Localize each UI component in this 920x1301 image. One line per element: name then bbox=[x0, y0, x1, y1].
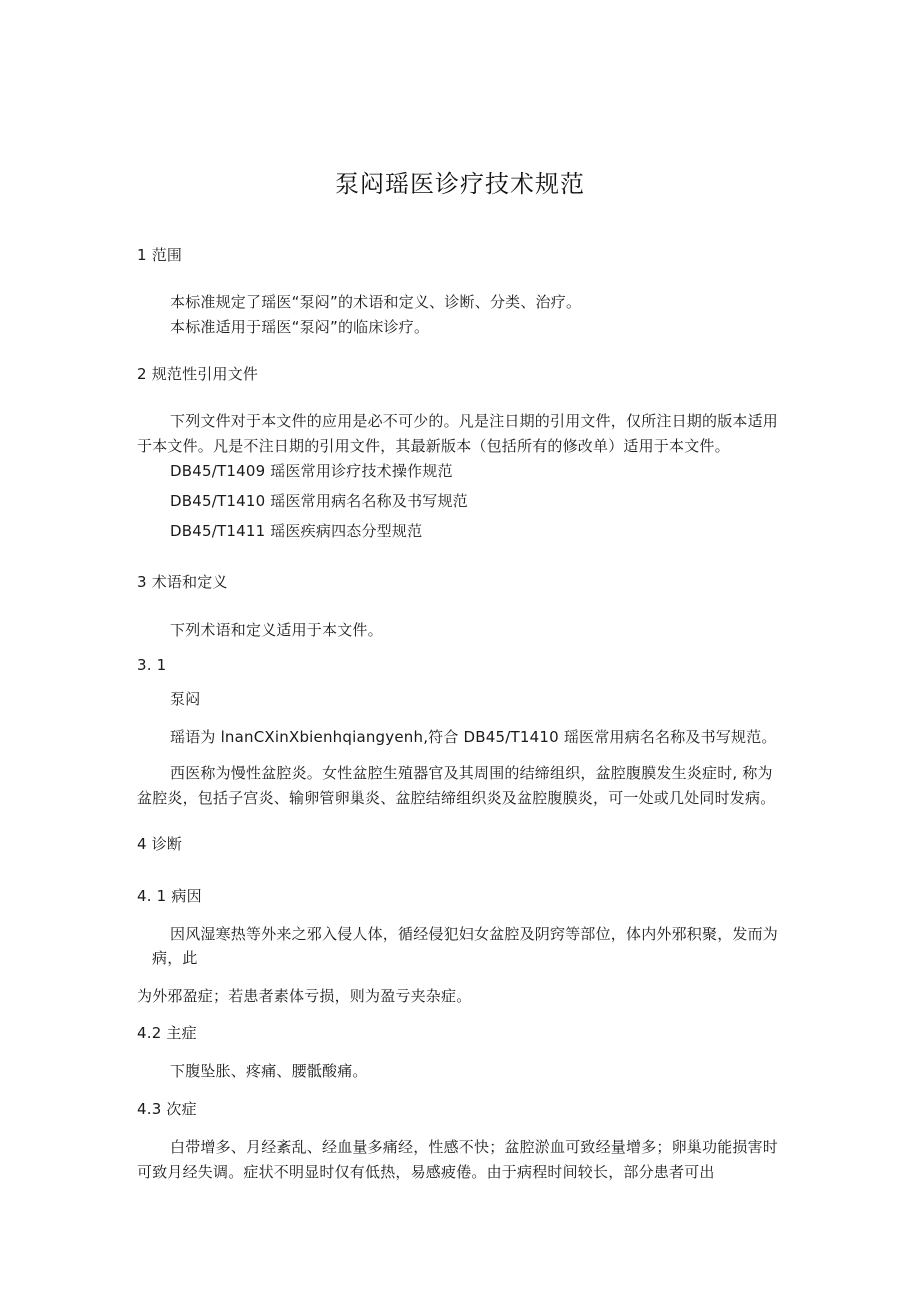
section-2-heading: 2 规范性引用文件 bbox=[137, 365, 259, 383]
etiology-line-3: 为外邪盈症；若患者素体亏损，则为盈亏夹杂症。 bbox=[137, 987, 472, 1005]
term-name: 泵闷 bbox=[170, 690, 201, 708]
subsection-4-3-heading: 4.3 次症 bbox=[137, 1100, 197, 1118]
section-1-heading: 1 范围 bbox=[137, 246, 183, 264]
section-1-paragraph-2: 本标准适用于瑶医“泵闷”的临床诊疗。 bbox=[170, 318, 430, 336]
etiology-line-2: 病，此 bbox=[152, 949, 198, 967]
term-definition-line-2: 盆腔炎，包括子宫炎、输卵管卵巢炎、盆腔结缔组织炎及盆腔腹膜炎，可一处或几处同时发病。 bbox=[137, 789, 776, 807]
section-2-paragraph-line-1: 下列文件对于本文件的应用是必不可少的。凡是注日期的引用文件，仅所注日期的版本适用 bbox=[170, 412, 779, 430]
subsection-4-2-heading: 4.2 主症 bbox=[137, 1024, 197, 1042]
secondary-symptoms-line-1: 白带增多、月经紊乱、经血量多痛经，性感不快；盆腔淤血可致经量增多；卵巢功能损害时 bbox=[170, 1138, 779, 1156]
etiology-line-1: 因风湿寒热等外来之邪入侵人体，循经侵犯妇女盆腔及阴窍等部位，体内外邪积聚，发而为 bbox=[170, 925, 779, 943]
section-2-paragraph-line-2: 于本文件。凡是不注日期的引用文件，其最新版本（包括所有的修改单）适用于本文件。 bbox=[137, 437, 730, 455]
section-3-heading: 3 术语和定义 bbox=[137, 573, 228, 591]
subsection-4-1-heading: 4. 1 病因 bbox=[137, 887, 202, 905]
subsection-3-1-number: 3. 1 bbox=[137, 656, 167, 674]
main-symptoms-text: 下腹坠胀、疼痛、腰骶酸痛。 bbox=[170, 1062, 368, 1080]
document-title: 泵闷瑶医诊疗技术规范 bbox=[335, 170, 585, 198]
section-1-paragraph-1: 本标准规定了瑶医“泵闷”的术语和定义、诊断、分类、治疗。 bbox=[170, 293, 582, 311]
reference-item: DB45/T1409 瑶医常用诊疗技术操作规范 bbox=[170, 462, 453, 480]
section-4-heading: 4 诊断 bbox=[137, 835, 183, 853]
term-definition-line-1: 西医称为慢性盆腔炎。女性盆腔生殖器官及其周围的结缔组织，盆腔腹膜发生炎症时, 称为 bbox=[170, 764, 773, 782]
reference-item: DB45/T1410 瑶医常用病名名称及书写规范 bbox=[170, 492, 468, 510]
reference-item: DB45/T1411 瑶医疾病四态分型规范 bbox=[170, 522, 423, 540]
term-yao-language: 瑶语为 lnanCXinXbienhqiangyenh,符合 DB45/T1410 瑶医常用病名名称及书写规范。 bbox=[170, 728, 777, 746]
section-3-paragraph-1: 下列术语和定义适用于本文件。 bbox=[170, 621, 383, 639]
secondary-symptoms-line-2: 可致月经失调。症状不明显时仅有低热，易感疲倦。由于病程时间较长，部分患者可出 bbox=[137, 1163, 715, 1181]
